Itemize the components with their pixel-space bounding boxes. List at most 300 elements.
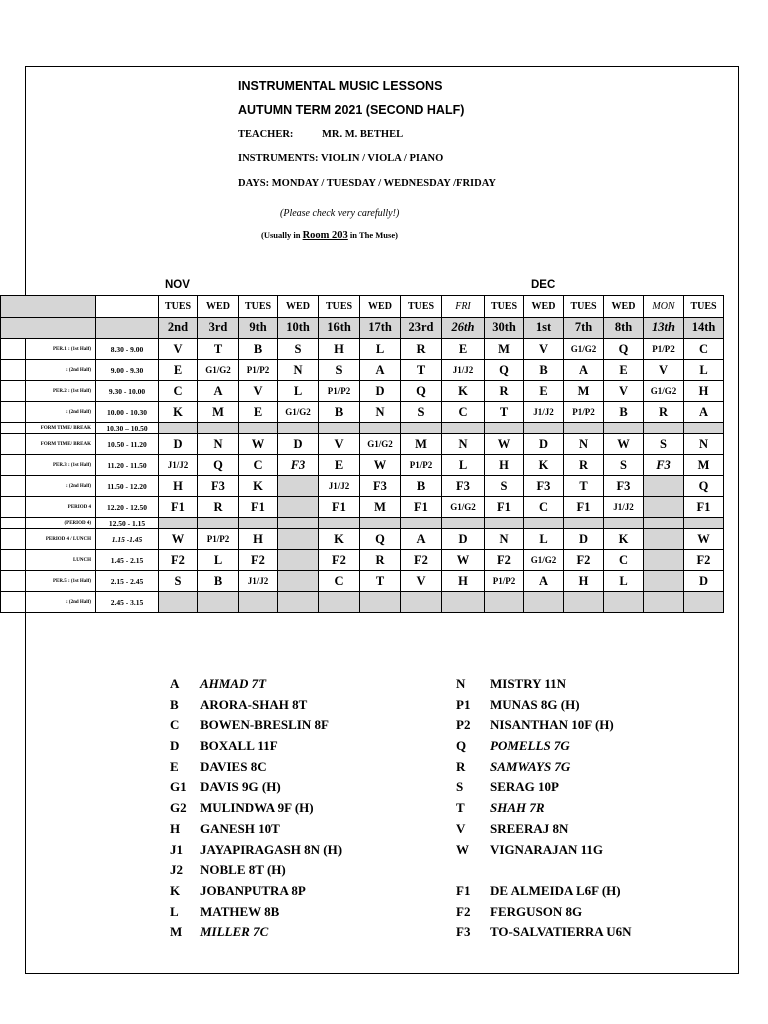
lesson-cell — [644, 571, 684, 592]
lesson-cell — [485, 423, 524, 434]
lesson-cell: A — [684, 402, 724, 423]
period-label: PER.3 : (1st Half) — [1, 455, 96, 476]
legend-right — [456, 676, 716, 945]
legend-entry — [456, 697, 716, 718]
legend-student-name: SERAG 10P — [490, 779, 559, 795]
legend-entry — [456, 717, 716, 738]
lesson-cell: V — [319, 434, 360, 455]
lesson-cell: F2 — [401, 550, 442, 571]
lesson-cell: B — [239, 339, 278, 360]
lesson-cell: F1 — [564, 497, 604, 518]
room-number: Room 203 — [302, 230, 348, 241]
lesson-cell — [401, 592, 442, 613]
lesson-cell: C — [239, 455, 278, 476]
legend-entry — [456, 759, 716, 780]
day-header: TUES — [319, 296, 360, 318]
lesson-cell: P1/P2 — [564, 402, 604, 423]
lesson-cell: L — [684, 360, 724, 381]
lesson-cell: T — [401, 360, 442, 381]
term-title: AUTUMN TERM 2021 (SECOND HALF) — [238, 103, 465, 117]
lesson-cell: K — [159, 402, 198, 423]
lesson-cell: Q — [198, 455, 239, 476]
lesson-cell: B — [198, 571, 239, 592]
lesson-cell: C — [442, 402, 485, 423]
lesson-cell — [524, 592, 564, 613]
lesson-cell — [319, 423, 360, 434]
legend-code: M — [170, 924, 183, 940]
lesson-cell — [564, 518, 604, 529]
legend-student-name: NOBLE 8T (H) — [200, 862, 286, 878]
lesson-cell — [278, 518, 319, 529]
date-header: 7th — [564, 317, 604, 339]
lesson-cell: L — [524, 529, 564, 550]
lesson-cell: L — [604, 571, 644, 592]
legend-student-name: JAYAPIRAGASH 8N (H) — [200, 841, 343, 857]
lesson-cell — [239, 592, 278, 613]
legend-student-name: MILLER 7C — [200, 924, 269, 940]
lesson-cell: G1/G2 — [524, 550, 564, 571]
lesson-cell: N — [564, 434, 604, 455]
lesson-cell — [159, 592, 198, 613]
period-label: : (2nd Half) — [1, 476, 96, 497]
lesson-cell: W — [442, 550, 485, 571]
period-time: 11.50 - 12.20 — [96, 476, 159, 497]
lesson-cell: G1/G2 — [278, 402, 319, 423]
legend-entry — [170, 842, 440, 863]
legend-entry — [456, 738, 716, 759]
lesson-cell: F3 — [604, 476, 644, 497]
lesson-cell: V — [159, 339, 198, 360]
lesson-cell: F2 — [319, 550, 360, 571]
period-label: FORM TIME/ BREAK — [1, 423, 96, 434]
lesson-cell: S — [159, 571, 198, 592]
timetable-row — [1, 529, 724, 550]
lesson-cell: M — [564, 381, 604, 402]
lesson-cell: T — [198, 339, 239, 360]
days-line: DAYS: MONDAY / TUESDAY / WEDNESDAY /FRIDAY — [238, 178, 496, 189]
lesson-cell: H — [564, 571, 604, 592]
lesson-cell — [644, 592, 684, 613]
lesson-cell: G1/G2 — [442, 497, 485, 518]
lesson-cell: M — [684, 455, 724, 476]
legend-code: F2 — [456, 903, 471, 919]
legend-entry — [456, 883, 716, 904]
lesson-cell — [644, 497, 684, 518]
legend-student-name: AHMAD 7T — [200, 676, 267, 691]
lesson-cell: H — [442, 571, 485, 592]
legend-entry — [170, 924, 440, 945]
legend-student-name: DAVIS 9G (H) — [200, 779, 281, 795]
lesson-cell: Q — [604, 339, 644, 360]
period-label: : (2nd Half) — [1, 360, 96, 381]
lesson-cell — [198, 423, 239, 434]
timetable-row — [1, 360, 724, 381]
lesson-cell: E — [319, 455, 360, 476]
lesson-cell: K — [319, 529, 360, 550]
period-label: PER.5 : (1st Half) — [1, 571, 96, 592]
lesson-cell: P1/P2 — [239, 360, 278, 381]
legend-code: V — [456, 820, 466, 836]
date-header: 10th — [278, 317, 319, 339]
lesson-cell: N — [198, 434, 239, 455]
month-dec: DEC — [531, 279, 556, 291]
day-header-row — [1, 296, 724, 318]
lesson-cell: F1 — [684, 497, 724, 518]
lesson-cell — [278, 571, 319, 592]
legend-code: K — [170, 882, 181, 898]
lesson-cell — [485, 592, 524, 613]
lesson-cell: H — [485, 455, 524, 476]
legend-student-name: MUNAS 8G (H) — [490, 696, 580, 712]
lesson-cell: K — [604, 529, 644, 550]
lesson-cell: D — [278, 434, 319, 455]
lesson-cell: D — [684, 571, 724, 592]
timetable-row — [1, 476, 724, 497]
date-header: 9th — [239, 317, 278, 339]
legend-code: E — [170, 758, 179, 774]
header-blank — [96, 296, 159, 318]
legend-code: F1 — [456, 882, 471, 898]
date-header: 3rd — [198, 317, 239, 339]
lesson-cell — [278, 529, 319, 550]
legend-student-name: SHAH 7R — [490, 800, 545, 816]
legend-entry — [170, 779, 440, 800]
legend-entry — [170, 904, 440, 925]
day-header: MON — [644, 296, 684, 318]
date-header: 13th — [644, 317, 684, 339]
period-label: LUNCH — [1, 550, 96, 571]
lesson-cell — [644, 529, 684, 550]
lesson-cell: M — [485, 339, 524, 360]
lesson-cell — [278, 476, 319, 497]
lesson-cell: R — [644, 402, 684, 423]
period-time: 2.15 - 2.45 — [96, 571, 159, 592]
day-header: WED — [524, 296, 564, 318]
lesson-cell — [684, 592, 724, 613]
document-title: INSTRUMENTAL MUSIC LESSONS — [238, 79, 443, 93]
legend-code: R — [456, 758, 466, 774]
lesson-cell: P1/P2 — [319, 381, 360, 402]
lesson-cell: F3 — [644, 455, 684, 476]
period-time: 12.20 - 12.50 — [96, 497, 159, 518]
lesson-cell: T — [564, 476, 604, 497]
lesson-cell: W — [360, 455, 401, 476]
lesson-cell: B — [604, 402, 644, 423]
legend-entry — [456, 676, 716, 697]
lesson-cell: S — [485, 476, 524, 497]
period-time: 12.50 - 1.15 — [96, 518, 159, 529]
lesson-cell: B — [524, 360, 564, 381]
day-header: WED — [604, 296, 644, 318]
lesson-cell: D — [159, 434, 198, 455]
lesson-cell: E — [442, 339, 485, 360]
lesson-cell: F3 — [278, 455, 319, 476]
legend-student-name: VIGNARAJAN 11G — [490, 841, 604, 857]
lesson-cell: N — [442, 434, 485, 455]
legend-student-name: GANESH 10T — [200, 820, 280, 836]
lesson-cell — [278, 423, 319, 434]
lesson-cell: C — [159, 381, 198, 402]
period-label: PERIOD 4 — [1, 497, 96, 518]
timetable-row — [1, 571, 724, 592]
legend-entry — [456, 924, 716, 945]
lesson-cell: V — [401, 571, 442, 592]
lesson-cell: D — [524, 434, 564, 455]
lesson-cell: J1/J2 — [524, 402, 564, 423]
lesson-cell: A — [564, 360, 604, 381]
lesson-cell: B — [401, 476, 442, 497]
legend-student-name: MULINDWA 9F (H) — [200, 800, 314, 816]
date-header: 17th — [360, 317, 401, 339]
lesson-cell: J1/J2 — [159, 455, 198, 476]
legend-code: D — [170, 738, 180, 754]
legend-code: N — [456, 676, 466, 691]
lesson-cell — [401, 423, 442, 434]
lesson-cell — [360, 592, 401, 613]
lesson-cell: W — [159, 529, 198, 550]
lesson-cell: Q — [401, 381, 442, 402]
lesson-cell: R — [401, 339, 442, 360]
legend-entry — [170, 697, 440, 718]
lesson-cell: M — [401, 434, 442, 455]
lesson-cell: W — [604, 434, 644, 455]
day-header: TUES — [159, 296, 198, 318]
legend-entry — [170, 676, 440, 697]
timetable-row — [1, 550, 724, 571]
lesson-cell — [159, 518, 198, 529]
date-header: 2nd — [159, 317, 198, 339]
legend-code: P1 — [456, 696, 471, 712]
lesson-cell: L — [360, 339, 401, 360]
lesson-cell: Q — [684, 476, 724, 497]
timetable-row — [1, 434, 724, 455]
lesson-cell: F2 — [485, 550, 524, 571]
legend-student-name: JOBANPUTRA 8P — [200, 882, 306, 898]
period-time: 11.20 - 11.50 — [96, 455, 159, 476]
day-header: WED — [198, 296, 239, 318]
lesson-cell: C — [524, 497, 564, 518]
legend-code: G1 — [170, 779, 187, 795]
lesson-cell — [564, 592, 604, 613]
lesson-cell — [644, 550, 684, 571]
lesson-cell — [319, 518, 360, 529]
timetable-row — [1, 339, 724, 360]
legend-code: T — [456, 800, 465, 816]
legend-code: H — [170, 820, 181, 836]
lesson-cell: F3 — [524, 476, 564, 497]
legend-student-name: POMELLS 7G — [490, 738, 570, 754]
timetable-row — [1, 402, 724, 423]
lesson-cell: V — [644, 360, 684, 381]
lesson-cell: L — [198, 550, 239, 571]
lesson-cell: N — [684, 434, 724, 455]
legend-student-name: TO-SALVATIERRA U6N — [490, 924, 632, 940]
lesson-cell: N — [278, 360, 319, 381]
lesson-cell: W — [239, 434, 278, 455]
timetable-row — [1, 381, 724, 402]
period-label: : (2nd Half) — [1, 402, 96, 423]
lesson-cell: C — [319, 571, 360, 592]
lesson-cell: S — [401, 402, 442, 423]
lesson-cell: D — [564, 529, 604, 550]
lesson-cell: J1/J2 — [442, 360, 485, 381]
teacher-name: MR. M. BETHEL — [322, 129, 404, 140]
legend-student-name: DAVIES 8C — [200, 758, 267, 774]
lesson-cell: R — [360, 550, 401, 571]
legend-code: W — [456, 841, 469, 857]
day-header: TUES — [401, 296, 442, 318]
lesson-cell — [319, 592, 360, 613]
legend-entry — [456, 862, 716, 883]
lesson-cell: F1 — [239, 497, 278, 518]
lesson-cell: H — [684, 381, 724, 402]
day-header: TUES — [684, 296, 724, 318]
legend-student-name: MISTRY 11N — [490, 676, 566, 691]
lesson-cell: G1/G2 — [564, 339, 604, 360]
legend-code: J1 — [170, 841, 183, 857]
lesson-cell: R — [564, 455, 604, 476]
lesson-cell — [644, 476, 684, 497]
lesson-cell — [604, 592, 644, 613]
legend-entry — [456, 779, 716, 800]
timetable-row — [1, 592, 724, 613]
lesson-cell: A — [360, 360, 401, 381]
lesson-cell: L — [278, 381, 319, 402]
period-time: 9.00 - 9.30 — [96, 360, 159, 381]
day-header: WED — [360, 296, 401, 318]
lesson-cell — [604, 423, 644, 434]
lesson-cell: R — [198, 497, 239, 518]
lesson-cell — [604, 518, 644, 529]
date-header-row — [1, 317, 724, 339]
lesson-cell: H — [159, 476, 198, 497]
header-blank — [1, 317, 96, 339]
lesson-cell — [239, 518, 278, 529]
lesson-cell: F3 — [198, 476, 239, 497]
lesson-cell: J1/J2 — [239, 571, 278, 592]
legend-entry — [170, 738, 440, 759]
legend-entry — [170, 717, 440, 738]
lesson-cell: P1/P2 — [644, 339, 684, 360]
legend-code: A — [170, 676, 180, 691]
lesson-cell: F2 — [239, 550, 278, 571]
lesson-cell: B — [319, 402, 360, 423]
legend-entry — [456, 821, 716, 842]
lesson-cell — [360, 518, 401, 529]
legend-code: J2 — [170, 862, 183, 878]
lesson-cell: W — [485, 434, 524, 455]
lesson-cell: F1 — [159, 497, 198, 518]
legend-student-name: DE ALMEIDA L6F (H) — [490, 882, 621, 898]
legend-student-name: BOXALL 11F — [200, 738, 278, 754]
period-label: : (2nd Half) — [1, 592, 96, 613]
lesson-cell: F1 — [401, 497, 442, 518]
lesson-cell: A — [198, 381, 239, 402]
legend-entry — [170, 883, 440, 904]
lesson-cell — [442, 592, 485, 613]
timetable-row — [1, 497, 724, 518]
period-time: 8.30 - 9.00 — [96, 339, 159, 360]
lesson-cell — [278, 497, 319, 518]
date-header: 16th — [319, 317, 360, 339]
lesson-cell: V — [604, 381, 644, 402]
day-header: TUES — [564, 296, 604, 318]
lesson-cell — [360, 423, 401, 434]
legend-code: G2 — [170, 800, 187, 816]
lesson-cell: J1/J2 — [319, 476, 360, 497]
timetable-row — [1, 423, 724, 434]
lesson-cell: A — [524, 571, 564, 592]
header-blank — [96, 317, 159, 339]
lesson-cell: A — [401, 529, 442, 550]
lesson-cell: K — [442, 381, 485, 402]
lesson-cell: T — [360, 571, 401, 592]
lesson-cell — [524, 518, 564, 529]
lesson-cell: F2 — [159, 550, 198, 571]
period-label: FORM TIME/ BREAK — [1, 434, 96, 455]
legend-code: P2 — [456, 717, 471, 733]
lesson-cell — [159, 423, 198, 434]
header-blank — [1, 296, 96, 318]
legend-student-name: ARORA-SHAH 8T — [200, 696, 308, 712]
lesson-cell: E — [604, 360, 644, 381]
lesson-cell: S — [604, 455, 644, 476]
lesson-cell: L — [442, 455, 485, 476]
legend-code: B — [170, 696, 179, 712]
lesson-cell — [198, 518, 239, 529]
period-time: 1.45 - 2.15 — [96, 550, 159, 571]
lesson-cell: F2 — [564, 550, 604, 571]
room-suffix: in The Muse) — [347, 230, 398, 240]
period-time: 9.30 - 10.00 — [96, 381, 159, 402]
lesson-cell: C — [684, 339, 724, 360]
period-label: PER.1 : (1st Half) — [1, 339, 96, 360]
lesson-cell: S — [278, 339, 319, 360]
lesson-cell: H — [239, 529, 278, 550]
lesson-timetable — [0, 295, 724, 613]
legend-code: L — [170, 903, 179, 919]
lesson-cell: D — [442, 529, 485, 550]
lesson-cell: J1/J2 — [604, 497, 644, 518]
lesson-cell — [644, 423, 684, 434]
lesson-cell — [442, 518, 485, 529]
lesson-cell — [524, 423, 564, 434]
legend-entry — [456, 904, 716, 925]
date-header: 23rd — [401, 317, 442, 339]
period-time: 1.15 -1.45 — [96, 529, 159, 550]
lesson-cell — [278, 592, 319, 613]
day-header: TUES — [239, 296, 278, 318]
lesson-cell: G1/G2 — [644, 381, 684, 402]
lesson-cell: S — [644, 434, 684, 455]
lesson-cell: E — [239, 402, 278, 423]
lesson-cell: G1/G2 — [360, 434, 401, 455]
lesson-cell: Q — [485, 360, 524, 381]
period-label: (PERIOD 4) — [1, 518, 96, 529]
month-nov: NOV — [165, 279, 190, 291]
lesson-cell: F3 — [442, 476, 485, 497]
room-note — [261, 230, 398, 241]
lesson-cell — [278, 550, 319, 571]
legend-student-name: BOWEN-BRESLIN 8F — [200, 717, 329, 733]
legend-entry — [456, 800, 716, 821]
legend-entry — [170, 800, 440, 821]
lesson-cell: M — [198, 402, 239, 423]
room-prefix: (Usually in — [261, 230, 303, 240]
lesson-cell: R — [485, 381, 524, 402]
lesson-cell: H — [319, 339, 360, 360]
lesson-cell: E — [524, 381, 564, 402]
